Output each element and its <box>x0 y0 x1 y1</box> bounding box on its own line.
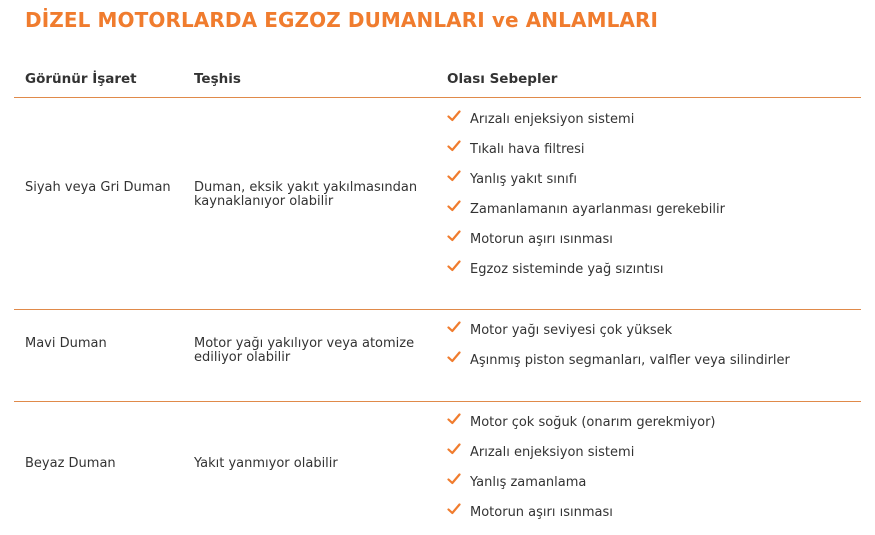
cause-item <box>447 202 725 232</box>
check-icon <box>447 472 461 486</box>
check-icon <box>447 229 461 243</box>
cause-text: Yanlış yakıt sınıfı <box>470 172 577 187</box>
cause-item <box>447 232 725 262</box>
check-icon <box>447 139 461 153</box>
row-divider <box>14 401 861 402</box>
header-diagnosis: Teşhis <box>194 71 241 87</box>
check-icon <box>447 350 461 364</box>
row-3-sign: Beyaz Duman <box>25 456 116 471</box>
row-2-causes-list <box>447 323 790 383</box>
cause-item <box>447 323 790 353</box>
check-icon <box>447 259 461 273</box>
check-icon <box>447 320 461 334</box>
row-3-diagnosis: Yakıt yanmıyor olabilir <box>194 456 338 471</box>
cause-text: Egzoz sisteminde yağ sızıntısı <box>470 262 664 277</box>
cause-item <box>447 445 716 475</box>
cause-text: Motorun aşırı ısınması <box>470 232 613 247</box>
header-visible-sign: Görünür İşaret <box>25 71 137 87</box>
cause-item <box>447 505 716 535</box>
check-icon <box>447 442 461 456</box>
row-2-diagnosis: Motor yağı yakılıyor veya atomize ediliyor olabilir <box>194 336 415 365</box>
cause-text: Aşınmış piston segmanları, valfler veya silindirler <box>470 353 790 368</box>
cause-text: Yanlış zamanlama <box>470 475 587 490</box>
header-divider <box>14 97 861 98</box>
check-icon <box>447 109 461 123</box>
cause-text: Motorun aşırı ısınması <box>470 505 613 520</box>
header-possible-causes: Olası Sebepler <box>447 71 558 87</box>
check-icon <box>447 412 461 426</box>
cause-item <box>447 142 725 172</box>
cause-item <box>447 262 725 292</box>
row-1-diagnosis: Duman, eksik yakıt yakılmasından kaynaklanıyor olabilir <box>194 180 418 209</box>
cause-item <box>447 112 725 142</box>
check-icon <box>447 502 461 516</box>
row-3-causes-list <box>447 415 716 535</box>
check-icon <box>447 199 461 213</box>
row-divider <box>14 309 861 310</box>
cause-item <box>447 475 716 505</box>
cause-text: Tıkalı hava filtresi <box>470 142 585 157</box>
row-1-sign: Siyah veya Gri Duman <box>25 180 171 195</box>
cause-text: Zamanlamanın ayarlanması gerekebilir <box>470 202 725 217</box>
check-icon <box>447 169 461 183</box>
cause-item <box>447 353 790 383</box>
cause-text: Motor çok soğuk (onarım gerekmiyor) <box>470 415 716 430</box>
cause-item <box>447 172 725 202</box>
cause-text: Motor yağı seviyesi çok yüksek <box>470 323 673 338</box>
cause-text: Arızalı enjeksiyon sistemi <box>470 445 635 460</box>
cause-text: Arızalı enjeksiyon sistemi <box>470 112 635 127</box>
row-1-causes-list <box>447 112 725 292</box>
page-title: DİZEL MOTORLARDA EGZOZ DUMANLARI ve ANLAMLARI <box>25 8 659 32</box>
row-2-sign: Mavi Duman <box>25 336 107 351</box>
cause-item <box>447 415 716 445</box>
